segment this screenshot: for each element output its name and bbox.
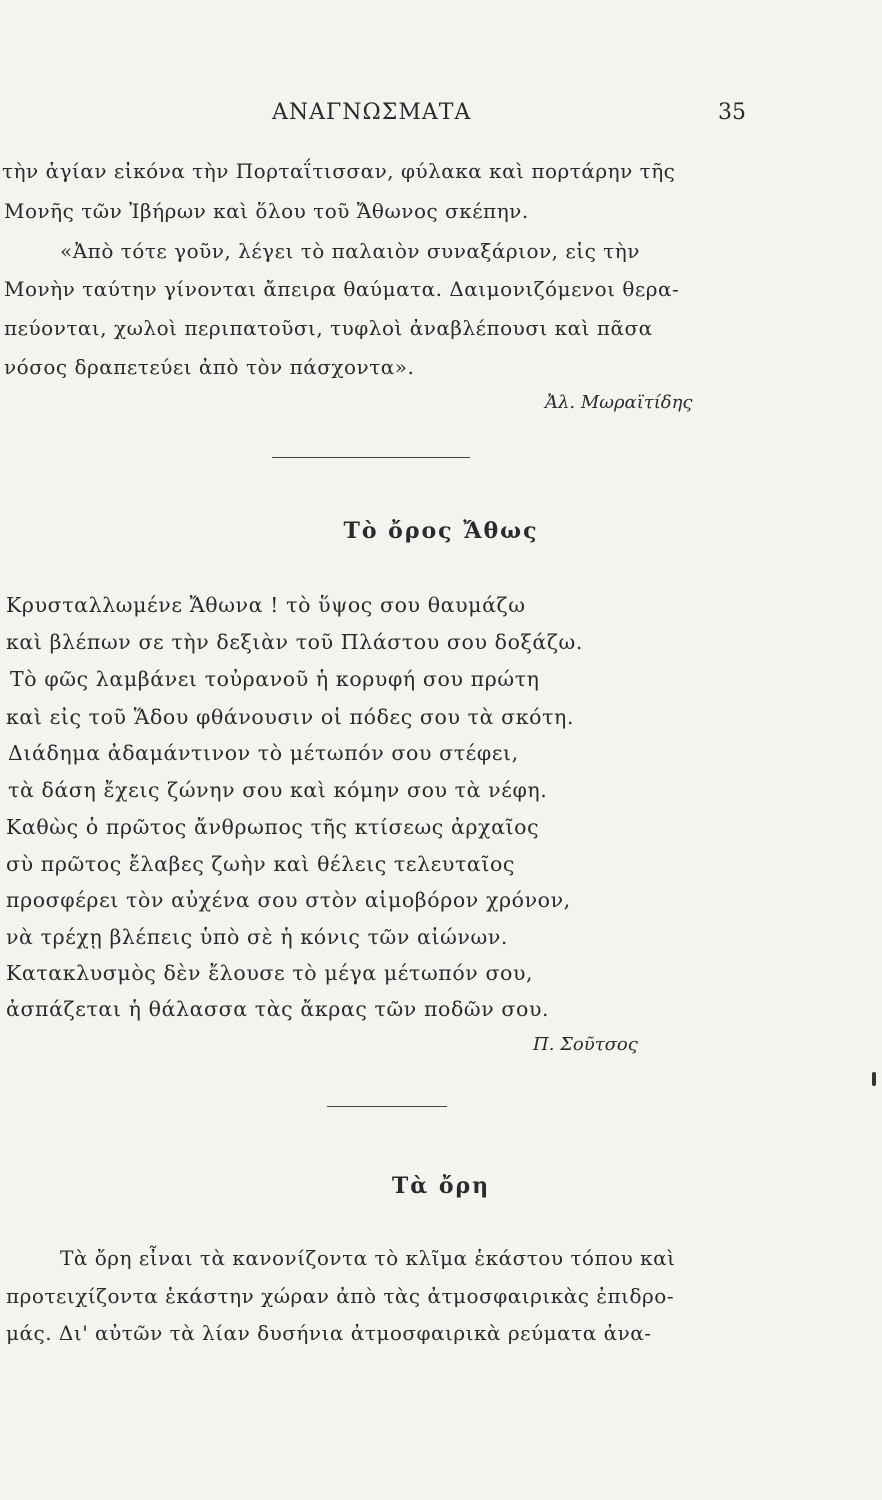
text-line: τὴν ἁγίαν εἰκόνα τὴν Πορταΐτισσαν, φύλακα καὶ πορτάρην τῆς bbox=[2, 159, 676, 183]
poem-line: προσφέρει τὸν αὐχένα σου στὸν αἱμοβόρον χρόνον, bbox=[6, 888, 571, 912]
text-line: Τὰ ὄρη εἶναι τὰ κανονίζοντα τὸ κλῖμα ἑκάστου τόπου καὶ bbox=[60, 1246, 676, 1270]
poem-line: Διάδημα ἀδαμάντινον τὸ μέτωπόν σου στέφει, bbox=[8, 741, 519, 765]
page-number: 35 bbox=[718, 100, 746, 125]
poem-line: Κρυσταλλωμένε Ἄθωνα ! τὸ ὕψος σου θαυμάζω bbox=[6, 593, 526, 617]
page-header bbox=[0, 100, 882, 134]
section-divider bbox=[327, 1106, 447, 1107]
poem-line: τὰ δάση ἔχεις ζώνην σου καὶ κόμην σου τὰ νέφη. bbox=[8, 778, 548, 802]
text-line: νόσος δραπετεύει ἀπὸ τὸν πάσχοντα». bbox=[4, 355, 415, 379]
poem-line: Κατακλυσμὸς δὲν ἔλουσε τὸ μέγα μέτωπόν σου, bbox=[6, 961, 534, 985]
poem-line: ἀσπάζεται ἡ θάλασσα τὰς ἄκρας τῶν ποδῶν σου. bbox=[6, 997, 550, 1021]
section-title: Τὰ ὄρη bbox=[391, 1173, 491, 1199]
text-line: Μονῆς τῶν Ἰβήρων καὶ ὅλου τοῦ Ἄθωνος σκέπην. bbox=[4, 199, 529, 223]
author-signature: Ἀλ. Μωραϊτίδης bbox=[545, 392, 693, 413]
text-line: Μονὴν ταύτην γίνονται ἄπειρα θαύματα. Δαιμονιζόμενοι θερα- bbox=[4, 277, 680, 301]
text-line: «Ἀπὸ τότε γοῦν, λέγει τὸ παλαιὸν συναξάριον, εἰς τὴν bbox=[60, 239, 640, 263]
poem-line: καὶ βλέπων σε τὴν δεξιὰν τοῦ Πλάστου σου δοξάζω. bbox=[6, 630, 583, 654]
text-line: προτειχίζοντα ἑκάστην χώραν ἀπὸ τὰς ἀτμοσφαιρικὰς ἐπιδρο- bbox=[6, 1284, 675, 1308]
print-speck bbox=[872, 1072, 876, 1086]
poem-line: σὺ πρῶτος ἔλαβες ζωὴν καὶ θέλεις τελευταῖος bbox=[6, 852, 515, 876]
author-signature: Π. Σοῦτσος bbox=[533, 1034, 638, 1055]
section-divider bbox=[272, 457, 470, 458]
poem-line: Καθὼς ὁ πρῶτος ἄνθρωπος τῆς κτίσεως ἀρχαῖος bbox=[6, 815, 540, 839]
text-line: μάς. Δι' αὐτῶν τὰ λίαν δυσήνια ἀτμοσφαιρικὰ ρεύματα ἀνα- bbox=[6, 1321, 652, 1345]
running-title: ΑΝΑΓΝΩΣΜΑΤΑ bbox=[272, 100, 472, 125]
section-title: Τὸ ὄρος Ἄθως bbox=[343, 518, 539, 544]
text-line: πεύονται, χωλοὶ περιπατοῦσι, τυφλοὶ ἀναβλέπουσι καὶ πᾶσα bbox=[4, 316, 653, 340]
poem-line: καὶ εἰς τοῦ Ἅδου φθάνουσιν οἱ πόδες σου τὰ σκότη. bbox=[6, 705, 575, 729]
poem-line: Τὸ φῶς λαμβάνει τοὐρανοῦ ἡ κορυφή σου πρώτη bbox=[10, 667, 540, 691]
poem-line: νὰ τρέχῃ βλέπεις ὑπὸ σὲ ἡ κόνις τῶν αἰώνων. bbox=[6, 925, 508, 949]
